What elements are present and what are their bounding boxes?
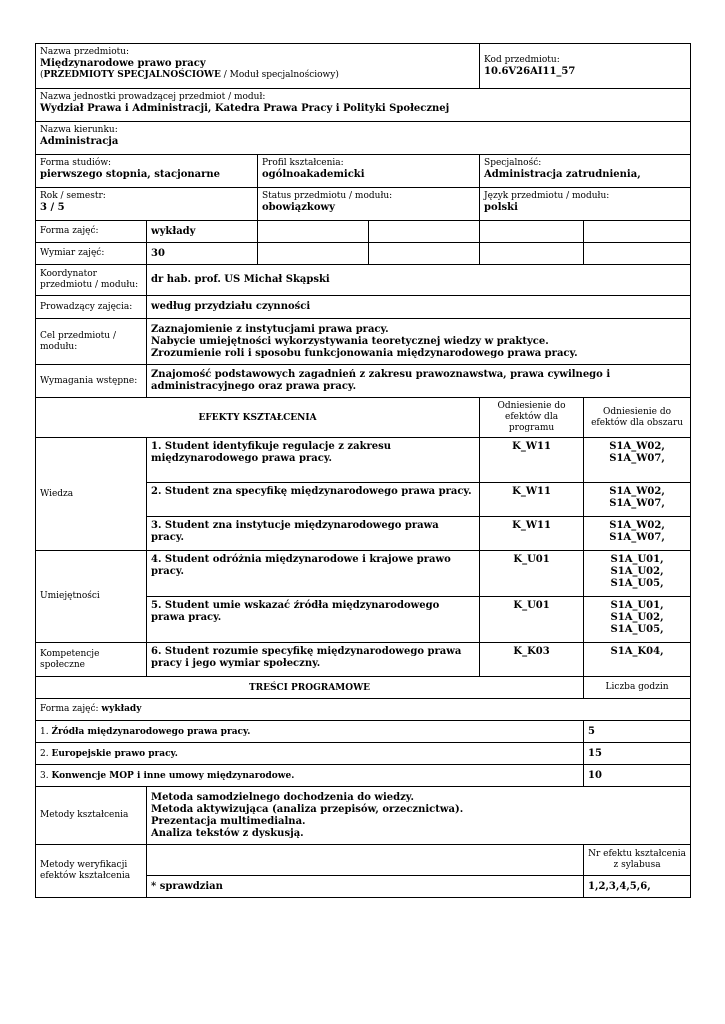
topic-hours: 5 — [584, 721, 691, 743]
profile-value: ogólnoakademicki — [262, 169, 365, 180]
verification-method: * sprawdzian — [147, 876, 584, 898]
profile-cell — [258, 155, 480, 188]
effect-row-text: 3. Student zna instytucje międzynarodowego prawa pracy. — [147, 517, 480, 551]
requirements-label: Wymagania wstępne: — [36, 365, 147, 398]
area-code: S1A_U01, — [610, 600, 664, 611]
empty-cell — [147, 845, 584, 876]
methods-value — [147, 787, 691, 845]
empty-cell — [258, 243, 369, 265]
method-line: Analiza tekstów z dyskusją. — [151, 827, 304, 839]
topic-text: Konwencje MOP i inne umowy międzynarodowe. — [51, 770, 295, 781]
teacher-label: Prowadzący zajęcia: — [36, 296, 147, 319]
effect-row-area — [584, 438, 691, 483]
syllabus-table — [35, 43, 691, 898]
effect-row-program: K_U01 — [480, 551, 584, 597]
unit-label: Nazwa jednostki prowadzącej przedmiot / moduł: — [40, 92, 266, 102]
coordinator-label: Koordynator przedmiotu / modułu: — [36, 265, 147, 296]
syllabus-sheet — [35, 43, 690, 898]
effects-group-knowledge: Wiedza — [36, 438, 147, 551]
topic-number: 1. — [40, 726, 52, 737]
subject-group: (PRZEDMIOTY SPECJALNOŚCIOWE / Moduł specjalnościowy) — [40, 70, 339, 80]
goal-line: Zrozumienie roli i sposobu funkcjonowania międzynarodowego prawa pracy. — [151, 347, 578, 359]
topic-text: Europejskie prawo pracy. — [51, 748, 178, 759]
content-form-row — [36, 699, 691, 721]
specialty-label: Specjalność: — [484, 158, 542, 168]
area-code: S1A_U02, — [610, 566, 664, 577]
area-code: S1A_U05, — [610, 624, 664, 635]
area-code: S1A_W07, — [609, 453, 665, 464]
area-code: S1A_W02, — [609, 520, 665, 531]
class-hours-value: 30 — [147, 243, 258, 265]
class-hours-label: Wymiar zajęć: — [36, 243, 147, 265]
area-code: S1A_W02, — [609, 486, 665, 497]
method-line: Prezentacja multimedialna. — [151, 815, 306, 827]
subject-group-rest: / Moduł specjalnościowy) — [220, 70, 339, 80]
effect-row-text: 1. Student identyfikuje regulacje z zakresu międzynarodowego prawa pracy. — [147, 438, 480, 483]
study-form-cell — [36, 155, 258, 188]
goal-line: Zaznajomienie z instytucjami prawa pracy. — [151, 323, 389, 335]
goal-label: Cel przedmiotu / modułu: — [36, 319, 147, 365]
topic-row — [36, 721, 584, 743]
field-cell — [36, 122, 691, 155]
effects-group-skills: Umiejętności — [36, 551, 147, 643]
content-form-prefix: Forma zajęć: — [40, 704, 102, 714]
year-value: 3 / 5 — [40, 202, 65, 213]
language-value: polski — [484, 202, 518, 213]
empty-cell — [369, 221, 480, 243]
content-hours-header: Liczba godzin — [584, 677, 691, 699]
area-code: S1A_U01, — [610, 554, 664, 565]
goal-line: Nabycie umiejętności wykorzystywania teoretycznej wiedzy w praktyce. — [151, 335, 549, 347]
topic-row — [36, 743, 584, 765]
effect-row-text: 4. Student odróżnia międzynarodowe i krajowe prawo pracy. — [147, 551, 480, 597]
effects-program-header: Odniesienie do efektów dla programu — [480, 398, 584, 438]
area-code: S1A_W07, — [609, 532, 665, 543]
verification-effects: 1,2,3,4,5,6, — [584, 876, 691, 898]
effect-row-text: 6. Student rozumie specyfikę międzynarodowego prawa pracy i jego wymiar społeczny. — [147, 643, 480, 677]
goal-value — [147, 319, 691, 365]
effect-row-area — [584, 517, 691, 551]
topic-text: Źródła międzynarodowego prawa pracy. — [51, 726, 251, 737]
area-code: S1A_W02, — [609, 441, 665, 452]
subject-name: Międzynarodowe prawo pracy — [40, 58, 206, 69]
coordinator-value: dr hab. prof. US Michał Skąpski — [147, 265, 691, 296]
topic-number: 2. — [40, 748, 52, 759]
topic-hours: 10 — [584, 765, 691, 787]
empty-cell — [480, 243, 584, 265]
effect-row-text: 2. Student zna specyfikę międzynarodowego prawa pracy. — [147, 483, 480, 517]
specialty-value: Administracja zatrudnienia, — [484, 169, 641, 180]
teacher-value: według przydziału czynności — [147, 296, 691, 319]
profile-label: Profil kształcenia: — [262, 158, 344, 168]
empty-cell — [584, 221, 691, 243]
effect-row-program: K_W11 — [480, 438, 584, 483]
effects-title: EFEKTY KSZTAŁCENIA — [36, 398, 480, 438]
status-label: Status przedmiotu / modułu: — [262, 191, 393, 201]
area-code: S1A_U05, — [610, 578, 664, 589]
effect-row-program: K_U01 — [480, 597, 584, 643]
empty-cell — [369, 243, 480, 265]
subject-label: Nazwa przedmiotu: — [40, 47, 130, 57]
methods-label: Metody kształcenia — [36, 787, 147, 845]
language-label: Język przedmiotu / modułu: — [484, 191, 610, 201]
effects-group-social: Kompetencje społeczne — [36, 643, 147, 677]
effect-row-area — [584, 483, 691, 517]
effect-row-area — [584, 551, 691, 597]
status-cell — [258, 188, 480, 221]
verification-col-header: Nr efektu kształcenia z sylabusa — [584, 845, 691, 876]
empty-cell — [584, 243, 691, 265]
language-cell — [480, 188, 691, 221]
content-title: TREŚCI PROGRAMOWE — [36, 677, 584, 699]
effect-row-area — [584, 643, 691, 677]
content-form-value: wykłady — [101, 704, 142, 714]
field-value: Administracja — [40, 136, 119, 147]
class-form-label: Forma zajęć: — [36, 221, 147, 243]
area-code: S1A_W07, — [609, 498, 665, 509]
status-value: obowiązkowy — [262, 202, 335, 213]
area-code: S1A_K04, — [610, 646, 664, 657]
empty-cell — [480, 221, 584, 243]
code-value: 10.6V26AI11_57 — [484, 65, 576, 77]
topic-row — [36, 765, 584, 787]
code-label: Kod przedmiotu: — [484, 54, 560, 65]
effect-row-program: K_W11 — [480, 483, 584, 517]
study-form-label: Forma studiów: — [40, 158, 112, 168]
field-label: Nazwa kierunku: — [40, 125, 118, 135]
empty-cell — [258, 221, 369, 243]
unit-value: Wydział Prawa i Administracji, Katedra Prawa Pracy i Polityki Społecznej — [40, 103, 450, 114]
effect-row-area — [584, 597, 691, 643]
year-cell — [36, 188, 258, 221]
area-code: S1A_U02, — [610, 612, 664, 623]
method-line: Metoda samodzielnego dochodzenia do wiedzy. — [151, 791, 414, 803]
effects-area-header: Odniesienie do efektów dla obszaru — [584, 398, 691, 438]
subject-cell — [36, 44, 480, 89]
verification-label: Metody weryfikacji efektów kształcenia — [36, 845, 147, 898]
class-form-value: wykłady — [147, 221, 258, 243]
unit-cell — [36, 89, 691, 122]
year-label: Rok / semestr: — [40, 191, 106, 201]
study-form-value: pierwszego stopnia, stacjonarne — [40, 169, 221, 180]
topic-number: 3. — [40, 770, 52, 781]
specialty-cell — [480, 155, 691, 188]
effect-row-text: 5. Student umie wskazać źródła międzynarodowego prawa pracy. — [147, 597, 480, 643]
effect-row-program: K_K03 — [480, 643, 584, 677]
effect-row-program: K_W11 — [480, 517, 584, 551]
code-cell — [480, 44, 691, 89]
requirements-value: Znajomość podstawowych zagadnień z zakresu prawoznawstwa, prawa cywilnego i administracyjnego oraz prawa pracy. — [147, 365, 691, 398]
topic-hours: 15 — [584, 743, 691, 765]
method-line: Metoda aktywizująca (analiza przepisów, orzecznictwa). — [151, 803, 464, 815]
subject-group-bold: PRZEDMIOTY SPECJALNOŚCIOWE — [43, 70, 221, 80]
